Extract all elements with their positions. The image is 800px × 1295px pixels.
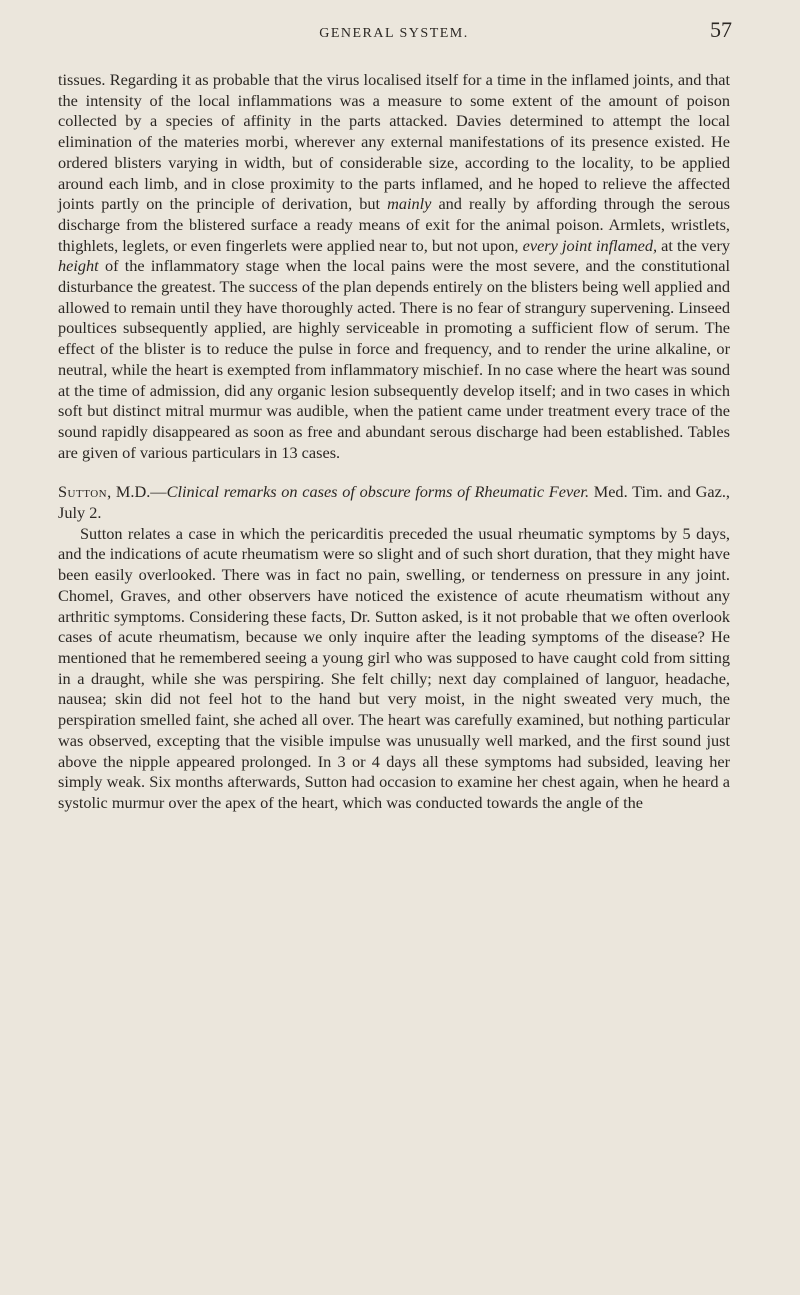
paragraph-text: at the very — [661, 235, 731, 255]
paragraph-text: of the inflammatory stage when the local pains were the most severe, and the constitutional disturbance the greatest. The success of the plan depends entirely on the blisters being well applied and allowed to remain until they have thoroughly acted. There is no fear of strangury supervening. Linseed poultices subsequently applied, are highly serviceable in promoting a sufficient flow of serum. The effect of the blister is to reduce the pulse in force and frequency, and to render the urine alkaline, or neutral, while the heart is exempted from inflammatory mischief. In no case where the heart was sound at the time of admission, did any organic lesion subsequently develop itself; and in two cases in which soft but distinct mitral murmur was audible, when the patient came under treatment every trace of the sound rapidly disappeared as soon as free and abundant serous discharge had been established. Tables are given of various particulars in 13 cases. — [58, 256, 730, 462]
citation-sutton — [58, 482, 730, 523]
paragraph-text: and really by affording through the serous discharge from the blistered surface a ready means of exit for the animal poison. Armlets, wristlets, thighlets, leglets, or even fingerlets were applied near to, but not upon, — [58, 194, 731, 255]
paragraph-text: tissues. Regarding it as probable that the virus localised itself for a time in the inflamed joints, and that the intensity of the local inflammations was a measure to some extent of the amount of poison collected by a species of affinity in the parts attacked. Davies determined to attempt the local elimination of the materies morbi, wherever any external manifestations of its presence existed. He ordered blisters varying in width, but of considerable size, according to the locality, to be applied around each limb, and in close proximity to the parts inflamed, and he hoped to relieve the affected joints partly on the principle of derivation, but — [58, 70, 730, 214]
paragraph-sutton-case: Sutton relates a case in which the pericarditis preceded the usual rheumatic symptoms by 5 days, and the indications of acute rheumatism were so slight and of such short duration, that they might have been easily overlooked. There was in fact no pain, swelling, or tenderness on pressure in any joint. Chomel, Graves, and other observers have noticed the existence of acute rheumatism without any arthritic symptoms. Considering these facts, Dr. Sutton asked, is it not probable that we often overlook cases of acute rheumatism, because we only inquire after the leading symptoms of the disease? He mentioned that he remembered seeing a young girl who was supposed to have caught cold from sitting in a draught, while she was perspiring. She felt chilly; next day complained of languor, headache, nausea; skin did not feel hot to the hand but very moist, in the night sweated very much, the perspiration smelled faint, she ached all over. The heart was carefully examined, but nothing particular was observed, excepting that the visible impulse was unusually well marked, and the first sound just above the nipple appeared prolonged. In 3 or 4 days all these symptoms had subsided, leaving her simply weak. Six months afterwards, Sutton had occasion to examine her chest again, when he heard a systolic murmur over the apex of the heart, which was conducted towards the angle of the — [58, 523, 730, 812]
italic-text: mainly — [387, 194, 432, 214]
citation-source: Med. Tim. and Gaz., July 2. — [58, 482, 730, 523]
citation-degree: , M.D.— — [107, 482, 167, 502]
citation-title: Clinical remarks on cases of obscure forms of Rheumatic Fever. — [166, 482, 590, 502]
running-head — [58, 17, 732, 48]
italic-text: every joint inflamed, — [522, 235, 658, 255]
paragraph-davies-blisters — [58, 70, 730, 463]
italic-text: height — [58, 256, 99, 276]
running-title: GENERAL SYSTEM. — [319, 26, 469, 41]
page-number: 57 — [710, 17, 732, 42]
citation-author: Sutton — [58, 482, 108, 502]
